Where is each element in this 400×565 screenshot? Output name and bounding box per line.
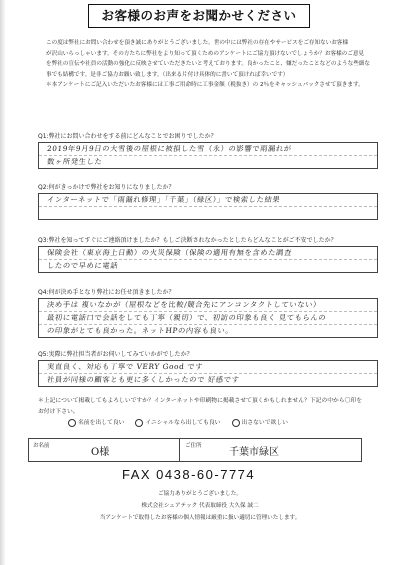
intro-line: が沢山いらっしゃいます。その方たちに弊社をより知って頂くためのアンケートにご協力頂けないでしょうか？お客様のご意見 (46, 50, 365, 57)
page-title: お客様のお声をお聞かせください (88, 4, 310, 28)
answer-box (38, 246, 378, 273)
handwritten-answer: 社員が同様の顧客とも更に多くしかったので 好感です (46, 375, 240, 384)
question-5 (38, 350, 378, 387)
question-label: Q4:何が決め手となり弊社にお任せ頂きましたか？ (38, 289, 175, 296)
answer-line (39, 247, 377, 260)
name-label: お名前 (33, 443, 50, 449)
footer-thanks: ご協力ありがとうございました。 (158, 491, 242, 497)
answer-line (39, 143, 377, 156)
handwritten-answer: したので早めに電話 (46, 261, 119, 270)
intro-line: この度は弊社にお問い合わせを頂き誠にありがとうございました。世の中には弊社の存在やサービスをご存知ないお客様 (46, 40, 349, 46)
answer-box (38, 360, 378, 387)
answer-line (39, 299, 377, 312)
scan-edge (0, 0, 6, 565)
intro-line: 事でも結構です。是非ご協力お願い致します。（出来る片付け具体的に書いて頂ければ幸いです） (46, 71, 289, 78)
question-label: Q3:弊社を知ってすぐにご連絡頂けましたか？もしご決断されなかったとしたらどんなことがご不安でしたか？ (38, 237, 337, 244)
question-label: Q2:何がきっかけで弊社をお知りになりましたか？ (38, 184, 175, 191)
fax-number: FAX 0438-60-7774 (122, 467, 256, 482)
consent-instruction: お付け下さい。 (38, 409, 79, 415)
address-value[interactable]: 千葉市緑区 (229, 447, 279, 458)
intro-line: ＊本アンケートにご記入いただいたお客様には工事ご用命時に工事金額（税抜き）の 2％をキャッシュバックさせて頂きます。 (46, 82, 364, 89)
question-label: Q1:弊社にお問い合わせをする前にどんなことでお困りでしたか？ (38, 133, 217, 140)
consent-options (38, 418, 378, 429)
answer-line (39, 312, 377, 325)
answer-line (39, 194, 377, 207)
signature-box (28, 438, 362, 462)
address-label: ご住所 (185, 443, 202, 449)
radio-button[interactable] (68, 419, 76, 427)
intro-text (46, 38, 376, 91)
answer-line (39, 260, 377, 272)
answer-line (39, 207, 377, 219)
answer-box (38, 142, 378, 169)
consent-option-initial: イニシャルなら出しても良い (145, 420, 221, 426)
footer-company: 株式会社シェアテック 代表取締役 大久保 誠二 (141, 503, 259, 509)
question-label: Q5:実際に弊社担当者がお伺いしてみていかがでしたか？ (38, 351, 193, 358)
handwritten-answer: インターネットで「雨漏れ修理」「千葉」（緑区）」で検索した結果 (46, 195, 281, 204)
question-2 (38, 183, 378, 220)
question-3 (38, 236, 378, 273)
answer-line (39, 361, 377, 374)
handwritten-answer: 実直良く、対応も丁寧で VERY Good です (46, 362, 204, 371)
footer-privacy: 当アンケートで取得したお客様の個人情報は厳重に扱い適切に管理いたします。 (99, 515, 301, 521)
handwritten-answer: 最初に電話口で会話をしても丁寧（親切）で、初訪の印象も良く 見てもらんの (46, 313, 327, 322)
consent-option-name: 名前を出して良い (78, 420, 125, 426)
handwritten-answer: 数ヶ所発生した (46, 157, 103, 166)
handwritten-answer: 保険会社（東京海上日動）の火災保険（保険の適用有無を含めた調査 (46, 248, 293, 257)
answer-line (39, 156, 377, 168)
handwritten-answer: の印象がとても良かった。ネットHPの内容も良い。 (46, 326, 234, 335)
question-1 (38, 132, 378, 169)
radio-button[interactable] (135, 419, 143, 427)
answer-box (38, 193, 378, 220)
name-value[interactable]: O様 (91, 447, 110, 458)
answer-box (38, 298, 378, 338)
handwritten-answer: 決め手は 複いなかが（屋根などを比較/競合先にアンコンタクトしていない） (46, 300, 322, 309)
handwritten-answer: 2019年9月9日の大雪後の屋根に被損した雪（永）の影響で雨漏れが (46, 144, 293, 153)
consent-option-none: 出さないで欲しい (241, 420, 288, 426)
answer-line (39, 374, 377, 386)
answer-line (39, 325, 377, 337)
consent-section (38, 396, 378, 429)
radio-button[interactable] (232, 419, 240, 427)
question-4 (38, 288, 378, 338)
intro-line: を弊社の宣伝や社員の活動の強化に反映させていただきたいと考えております。良かったこと、嫌だったことなどのような些細な (46, 61, 370, 68)
name-cell (29, 439, 180, 461)
consent-question: ＊上記について掲載してもよろしいですか？インターネットや印刷物に掲載させて頂くかもしれません？下記の中から〇印を (38, 398, 362, 404)
